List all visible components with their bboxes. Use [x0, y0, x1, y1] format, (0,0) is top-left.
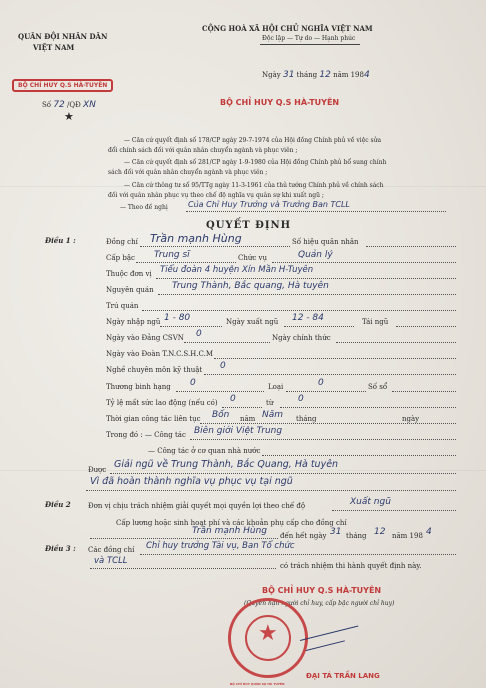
party-date-value: 0: [196, 329, 202, 339]
disability-from-value: 0: [298, 394, 304, 404]
number-label: Số: [42, 101, 52, 109]
category-value: 0: [318, 378, 324, 388]
signature-caption: (Quyền hạn người chỉ huy, cấp bậc người chỉ huy): [244, 600, 395, 607]
preamble-line-3: — Căn cứ quyết định số 281/CP ngày 1-9-1980 của Hội đồng Chính phủ bổ sung chính: [124, 159, 387, 166]
of-which-value: Biên giới Việt Trung: [194, 426, 283, 436]
republic-name: CỘNG HOÀ XÃ HỘI CHỦ NGHĨA VIỆT NAM: [202, 24, 373, 33]
article-3-responsible: Chỉ huy trưởng Tài vụ, Ban Tổ chức: [146, 541, 295, 551]
date-month: 12: [319, 70, 331, 80]
command-title-stamp: BỘ CHỈ HUY Q.S HÀ-TUYÊN: [220, 98, 340, 107]
hometown-value: Trung Thành, Bắc quang, Hà tuyên: [172, 281, 329, 291]
preamble-line-6: đối với quân nhân phục vụ theo chế độ nghĩa vụ quân sự khi xuất ngũ ;: [108, 192, 324, 199]
national-motto: Độc lập — Tự do — Hạnh phúc: [262, 35, 356, 42]
article-2-comrade: Trần mạnh Hùng: [192, 526, 268, 536]
service-years-label: năm: [240, 415, 256, 423]
party-date-label: Ngày vào Đảng CSVN: [106, 334, 184, 342]
star-icon: ★: [64, 110, 74, 123]
official-seal: [228, 598, 308, 678]
hometown-label: Nguyên quán: [106, 286, 154, 294]
issue-date: [262, 70, 370, 80]
granted-label: Được: [88, 466, 107, 474]
preamble-line-2: đổi chính sách đối với quân nhân chuyển ngành và phục viên ;: [108, 147, 298, 154]
category-label: Loại: [268, 383, 284, 391]
position-value: Quản lý: [298, 250, 333, 260]
proposal-value: Của Chỉ Huy Trưởng và Trưởng Ban TCLL: [188, 200, 350, 209]
disabled-veteran-value: 0: [190, 378, 196, 388]
service-years-value: Bốn: [212, 410, 230, 420]
official-date-label: Ngày chính thức: [272, 334, 331, 342]
article-2-month-label: tháng: [346, 532, 367, 540]
article-3-label: Điều 3 :: [45, 544, 76, 553]
proposal-label: — Theo đề nghị: [120, 204, 168, 211]
article-2-year-label: năm 198: [392, 532, 423, 540]
position-label: Chức vụ: [238, 254, 267, 262]
article-2-month: 12: [374, 527, 386, 537]
youth-union-date-label: Ngày vào Đoàn T.N.C.S.H.C.M: [106, 350, 213, 358]
service-number-label: Số hiệu quân nhân: [292, 238, 359, 246]
service-years-written: Năm: [262, 410, 284, 420]
article-3-line-2: có trách nhiệm thi hành quyết định này.: [280, 562, 422, 570]
enlistment-date-label: Ngày nhập ngũ: [106, 318, 161, 326]
decision-title: QUYẾT ĐỊNH: [206, 220, 292, 231]
comrade-name: Trần mạnh Hùng: [150, 232, 242, 245]
preamble-line-5: — Căn cứ thông tư số 95/TTg ngày 11-3-1961 của thủ tướng Chính phủ về chính sách: [124, 182, 384, 189]
preamble-line-1: — Căn cứ quyết định số 178/CP ngày 29-7-1974 của Hội đồng Chính phủ về việc sửa: [124, 137, 382, 144]
article-3-responsible-2: và TCLL: [94, 556, 128, 566]
article-2-label: Điều 2: [45, 500, 71, 509]
date-prefix: Ngày: [262, 71, 281, 79]
book-number-label: Số sổ: [368, 383, 388, 391]
discharge-date-label: Ngày xuất ngũ: [226, 318, 279, 326]
date-year: 4: [363, 70, 370, 80]
org-name-line1: QUÂN ĐỘI NHÂN DÂN: [18, 32, 108, 41]
number-suffix: /QĐ: [67, 101, 81, 109]
article-2-until-label: đến hết ngày: [280, 532, 327, 540]
of-which-label: Trong đó : — Công tác: [106, 431, 186, 439]
unit-label: Thuộc đơn vị: [106, 270, 152, 278]
discharge-date-value: 12 - 84: [292, 313, 324, 323]
unit-stamp: BỘ CHỈ HUY Q.S HÀ-TUYÊN: [12, 79, 113, 92]
disability-rate-value: 0: [230, 394, 236, 404]
service-time-label: Thời gian công tác liên tục: [106, 415, 201, 423]
signature-stroke: [300, 625, 358, 640]
rank-label: Cấp bậc: [106, 254, 135, 262]
technical-skill-label: Nghề chuyên môn kỹ thuật: [106, 366, 203, 374]
reenlist-label: Tái ngũ: [362, 318, 389, 326]
disability-rate-label: Tỷ lệ mất sức lao động (nếu có): [106, 399, 218, 407]
service-months-label: tháng: [296, 415, 317, 423]
comrade-label: Đồng chí: [106, 238, 138, 246]
service-days-label: ngày: [402, 415, 420, 423]
article-2-year: 4: [426, 527, 432, 537]
signer-name: ĐẠI TÁ TRẦN LANG: [306, 672, 380, 680]
article-2-line-1: Đơn vị chịu trách nhiệm giải quyết mọi quyền lợi theo chế độ: [88, 502, 306, 510]
date-day: 31: [282, 70, 295, 80]
disabled-veteran-label: Thương binh hạng: [106, 383, 171, 391]
date-year-label: năm 198: [333, 71, 364, 79]
preamble-line-4: sách đối với quân nhân chuyển ngành và phục viên ;: [108, 169, 268, 176]
seal-star-icon: ★: [258, 621, 278, 646]
technical-skill-value: 0: [220, 361, 226, 371]
paper-crease: [0, 470, 486, 471]
org-name-line2: VIỆT NAM: [33, 43, 75, 52]
enlistment-date-value: 1 - 80: [164, 313, 191, 323]
signature-unit-stamp: BỘ CHỈ HUY Q.S HÀ-TUYÊN: [262, 586, 382, 595]
article-3-line-1: Các đồng chí: [88, 546, 135, 554]
article-2-regime: Xuất ngũ: [350, 497, 391, 507]
seal-text: BỘ CHỈ HUY QUÂN SỰ HÀ TUYÊN: [230, 682, 285, 686]
signature-stroke: [306, 640, 345, 651]
number-code: XN: [82, 100, 96, 110]
residence-label: Trú quán: [106, 302, 139, 310]
motto-underline: [260, 44, 360, 45]
number-value: 72: [53, 100, 65, 110]
disability-from-label: từ: [266, 399, 274, 407]
granted-reason: Vì đã hoàn thành nghĩa vụ phục vụ tại ngũ: [90, 476, 293, 487]
article-2-day: 31: [330, 527, 342, 537]
date-month-label: tháng: [296, 71, 318, 79]
article-2-line-2: Cấp lương hoặc sinh hoạt phí và các khoản phụ cấp cho đồng chí: [116, 519, 347, 527]
granted-value: Giải ngũ về Trung Thành, Bắc Quang, Hà tuyên: [114, 459, 339, 470]
unit-value: Tiểu đoàn 4 huyện Xín Mần H-Tuyên: [160, 265, 314, 275]
rank-value: Trung sĩ: [154, 250, 190, 260]
article-1-label: Điều 1 :: [45, 236, 76, 245]
decision-number: [42, 100, 96, 110]
state-agency-label: — Công tác ở cơ quan nhà nước: [148, 447, 261, 455]
